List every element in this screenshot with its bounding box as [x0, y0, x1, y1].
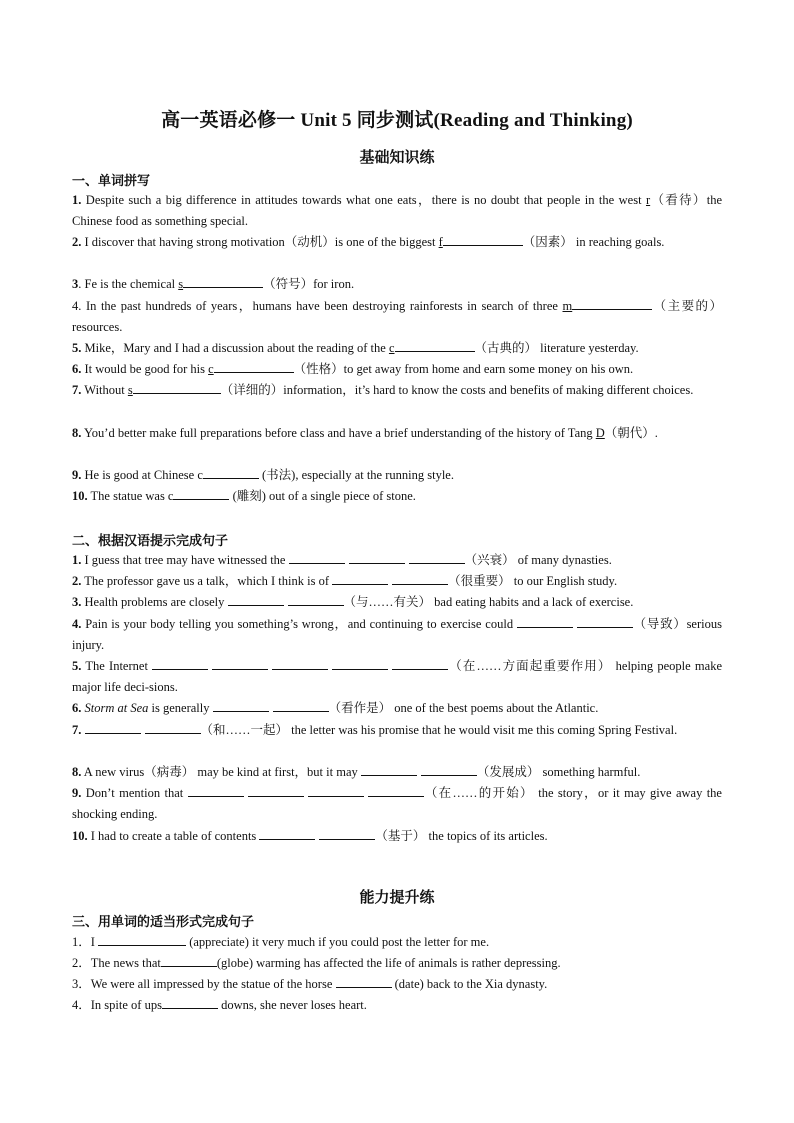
- item-text: I guess that tree may have witnessed the: [81, 553, 289, 567]
- item-text: s: [127, 383, 133, 397]
- answer-blank[interactable]: [572, 297, 652, 310]
- answer-blank[interactable]: [443, 233, 523, 246]
- item-text: 4．: [72, 998, 91, 1012]
- answer-blank[interactable]: [162, 996, 218, 1009]
- s2-item-5: [72, 656, 722, 698]
- item-text: The professor gave us a talk，which I think is of: [81, 574, 333, 588]
- item-text: 6.: [72, 362, 82, 376]
- item-text: Pain is your body telling you something’s wrong，and continuing to exercise could: [81, 617, 517, 631]
- item-text: The statue was c: [87, 489, 174, 503]
- answer-blank[interactable]: [319, 827, 375, 840]
- item-text: Despite such a big difference in attitudes towards what one eats，there is no doubt that people in the west: [81, 193, 646, 207]
- item-text: You’d better make full preparations before class and have a brief understanding of the history of Tang: [81, 426, 596, 440]
- item-text: 10.: [72, 489, 88, 503]
- item-text: 1．: [72, 935, 91, 949]
- answer-blank[interactable]: [173, 487, 229, 500]
- item-text: We were all impressed by the statue of the horse: [90, 977, 336, 991]
- item-text: （古典的） literature yesterday.: [474, 341, 639, 355]
- item-text: A new virus（病毒） may be kind at first，but it may: [81, 765, 361, 779]
- item-text: 9.: [72, 468, 82, 482]
- s3-item-2: [72, 953, 722, 974]
- item-text: is generally: [148, 701, 213, 715]
- answer-blank[interactable]: [392, 572, 448, 585]
- answer-blank[interactable]: [228, 593, 284, 606]
- item-text: 9.: [72, 786, 82, 800]
- item-text: （看待）the Chinese food as something special.: [72, 193, 722, 228]
- answer-blank[interactable]: [188, 784, 244, 797]
- item-text: （基于） the topics of its articles.: [375, 829, 548, 843]
- answer-blank[interactable]: [145, 721, 201, 734]
- item-text: f: [438, 235, 443, 249]
- answer-blank[interactable]: [183, 275, 263, 288]
- s1-item-6: [72, 359, 722, 380]
- item-text: Mike，Mary and I had a discussion about the reading of the: [81, 341, 389, 355]
- item-text: downs, she never loses heart.: [217, 998, 367, 1012]
- item-text: （符号）for iron.: [263, 277, 355, 291]
- answer-blank[interactable]: [421, 763, 477, 776]
- section3-heading: 三、用单词的适当形式完成句子: [72, 914, 255, 929]
- s1-item-3: [72, 274, 722, 295]
- answer-blank[interactable]: [308, 784, 364, 797]
- answer-blank[interactable]: [289, 551, 345, 564]
- item-text: Don’t mention that: [81, 786, 188, 800]
- answer-blank[interactable]: [161, 954, 217, 967]
- answer-blank[interactable]: [133, 381, 221, 394]
- item-text: 2.: [72, 574, 82, 588]
- item-text: Without: [81, 383, 128, 397]
- item-text: 5.: [72, 659, 82, 673]
- s1-item-5: [72, 338, 722, 359]
- s1-item-4: [72, 296, 722, 338]
- answer-blank[interactable]: [392, 657, 448, 670]
- s2-item-10: [72, 826, 722, 847]
- item-text: 7.: [72, 383, 82, 397]
- item-text: It would be good for his: [81, 362, 209, 376]
- item-text: D: [595, 426, 605, 440]
- s2-item-4: [72, 614, 722, 656]
- answer-blank[interactable]: [259, 827, 315, 840]
- answer-blank[interactable]: [395, 339, 475, 352]
- item-text: Health problems are closely: [81, 595, 228, 609]
- answer-blank[interactable]: [203, 466, 259, 479]
- s1-item-9: [72, 465, 722, 486]
- advanced-section-label: 能力提升练: [359, 890, 435, 906]
- item-text: 3．: [72, 977, 91, 991]
- basic-section-label: 基础知识练: [359, 150, 435, 166]
- item-text: （在……的开始） the story，or it may give away the shocking ending.: [72, 786, 722, 821]
- item-text: （发展成） something harmful.: [476, 765, 641, 779]
- item-text: . In the past hundreds of years，humans have been destroying rainforests in search of three: [78, 299, 563, 313]
- item-text: （在……方面起重要作用） helping people make major life deci-sions.: [72, 659, 723, 694]
- item-text: （因素） in reaching goals.: [522, 235, 665, 249]
- answer-blank[interactable]: [577, 615, 633, 628]
- s2-item-9: [72, 783, 722, 825]
- item-text: (书法), especially at the running style.: [258, 468, 454, 482]
- item-text: （导致）serious injury.: [72, 617, 722, 652]
- item-text: He is good at Chinese c: [81, 468, 203, 482]
- answer-blank[interactable]: [272, 657, 328, 670]
- item-text: c: [208, 362, 214, 376]
- s1-item-8: [72, 423, 722, 444]
- item-text: 1.: [72, 553, 82, 567]
- s2-item-1: [72, 550, 722, 571]
- s1-item-1: [72, 190, 722, 232]
- item-text: （朝代）.: [604, 426, 658, 440]
- item-text: (globe) warming has affected the life of animals is rather depressing.: [216, 956, 561, 970]
- answer-blank[interactable]: [98, 933, 186, 946]
- answer-blank[interactable]: [214, 360, 294, 373]
- answer-blank[interactable]: [273, 699, 329, 712]
- item-text: I had to create a table of contents: [87, 829, 260, 843]
- answer-blank[interactable]: [213, 699, 269, 712]
- item-text: 2．: [72, 956, 91, 970]
- item-text: （很重要） to our English study.: [448, 574, 618, 588]
- item-text: 3: [72, 277, 79, 291]
- answer-blank[interactable]: [361, 763, 417, 776]
- item-text: （和……一起） the letter was his promise that he would visit me this coming Spring Festival.: [200, 723, 678, 737]
- item-text: 2.: [72, 235, 82, 249]
- s3-item-1: [72, 932, 722, 953]
- page-title: 高一英语必修一 Unit 5 同步测试(Reading and Thinking): [161, 110, 633, 131]
- item-text: The Internet: [81, 659, 153, 673]
- section1-heading: 一、单词拼写: [72, 173, 151, 188]
- item-text: 4: [72, 299, 79, 313]
- item-text: 8.: [72, 765, 82, 779]
- answer-blank[interactable]: [336, 975, 392, 988]
- answer-blank[interactable]: [332, 572, 388, 585]
- item-text: （看作是） one of the best poems about the Atlantic.: [328, 701, 599, 715]
- item-text: 1.: [72, 193, 82, 207]
- answer-blank[interactable]: [409, 551, 465, 564]
- item-text: （主要的）resources.: [72, 299, 722, 334]
- answer-blank[interactable]: [248, 784, 304, 797]
- item-text: s: [178, 277, 184, 291]
- item-text: I: [90, 935, 99, 949]
- item-text: (appreciate) it very much if you could post the letter for me.: [186, 935, 490, 949]
- s3-item-4: [72, 995, 722, 1016]
- answer-blank[interactable]: [517, 615, 573, 628]
- item-text: r: [645, 193, 651, 207]
- s2-item-3: [72, 592, 722, 613]
- s2-item-8: [72, 762, 722, 783]
- answer-blank[interactable]: [332, 657, 388, 670]
- item-text: In spite of ups: [90, 998, 162, 1012]
- item-text: Storm at Sea: [84, 701, 149, 715]
- item-text: 6.: [72, 701, 82, 715]
- section2-heading: 二、根据汉语提示完成句子: [72, 533, 229, 548]
- s2-item-2: [72, 571, 722, 592]
- answer-blank[interactable]: [288, 593, 344, 606]
- s2-item-7: [72, 720, 722, 741]
- answer-blank[interactable]: [152, 657, 208, 670]
- s1-item-7: [72, 380, 722, 401]
- item-text: I discover that having strong motivation（动机）is one of the biggest: [81, 235, 439, 249]
- item-text: (雕刻) out of a single piece of stone.: [229, 489, 416, 503]
- item-text: c: [388, 341, 395, 355]
- item-text: 3.: [72, 595, 82, 609]
- item-text: 5.: [72, 341, 82, 355]
- item-text: . Fe is the chemical: [78, 277, 179, 291]
- answer-blank[interactable]: [349, 551, 405, 564]
- item-text: 10.: [72, 829, 88, 843]
- item-text: 7.: [72, 723, 82, 737]
- item-text: m: [562, 299, 573, 313]
- item-text: 8.: [72, 426, 82, 440]
- answer-blank[interactable]: [368, 784, 424, 797]
- s1-item-2: [72, 232, 722, 253]
- item-text: （详细的）information，it’s hard to know the costs and benefits of making different choices.: [220, 383, 694, 397]
- s1-item-10: [72, 486, 722, 507]
- item-text: The news that: [90, 956, 161, 970]
- answer-blank[interactable]: [212, 657, 268, 670]
- s2-item-6: [72, 698, 722, 719]
- item-text: （兴衰） of many dynasties.: [464, 553, 612, 567]
- item-text: 4.: [72, 617, 82, 631]
- s3-item-3: [72, 974, 722, 995]
- answer-blank[interactable]: [85, 721, 141, 734]
- item-text: (date) back to the Xia dynasty.: [391, 977, 548, 991]
- item-text: （性格）to get away from home and earn some money on his own.: [293, 362, 634, 376]
- item-text: （与……有关） bad eating habits and a lack of exercise.: [343, 595, 634, 609]
